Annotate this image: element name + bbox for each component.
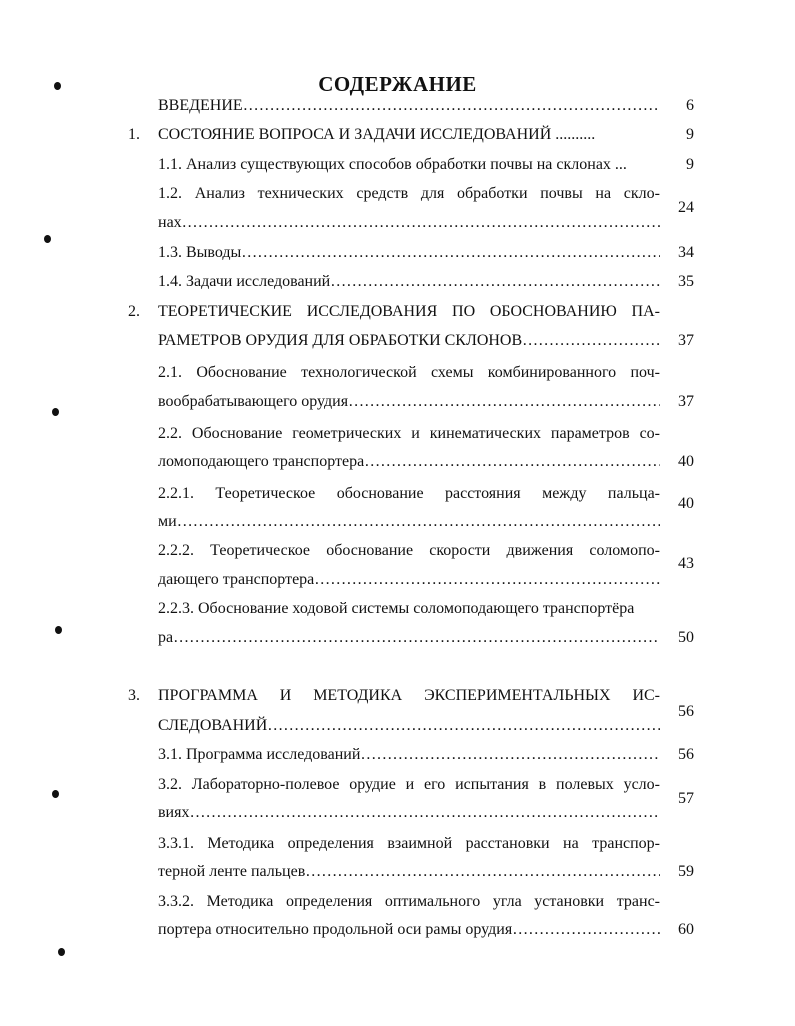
toc-page-number: 59 — [678, 863, 694, 880]
toc-entry-text: 3.3.2. Методика определения оптимального угла установки транс- — [158, 893, 660, 910]
toc-section-number: 2. — [128, 303, 140, 320]
toc-entry-text: 2.2.3. Обоснование ходовой системы соломоподающего транспортёра — [158, 600, 635, 617]
toc-entry-text: терной ленте пальцев ……………………………………………………………………………………………………………………………………………………………… — [158, 862, 660, 882]
toc-entry-text: 2.2. Обоснование геометрических и кинематических параметров со- — [158, 425, 660, 442]
toc-page-number: 24 — [678, 199, 694, 216]
toc-entry-text: дающего транспортера ……………………………………………………………………………………………………………………………………………………………… — [158, 570, 660, 590]
toc-entry-text: СЛЕДОВАНИЙ ……………………………………………………………………………………………………………………………………………………………… — [158, 716, 660, 736]
scan-speck — [52, 408, 59, 416]
toc-entry-text: ВВЕДЕНИЕ ……………………………………………………………………………………………………………………………………………………………… — [158, 96, 660, 116]
toc-page-number: 35 — [678, 273, 694, 290]
toc-page-number: 37 — [678, 393, 694, 410]
toc-entry-text: ра ……………………………………………………………………………………………………………………………………………………………… — [158, 628, 660, 648]
toc-page-number: 56 — [678, 746, 694, 763]
toc-section-number: 1. — [128, 126, 140, 143]
toc-page-number: 43 — [678, 555, 694, 572]
toc-entry-text: ломоподающего транспортера ……………………………………………………………………………………………………………………………………………………………… — [158, 452, 660, 472]
page-title: СОДЕРЖАНИЕ — [318, 72, 477, 96]
toc-page-number: 37 — [678, 332, 694, 349]
toc-entry-text: ТЕОРЕТИЧЕСКИЕ ИССЛЕДОВАНИЯ ПО ОБОСНОВАНИЮ ПА- — [158, 303, 660, 320]
toc-page-number: 60 — [678, 921, 694, 938]
toc-entry-text: 1.2. Анализ технических средств для обработки почвы на скло- — [158, 185, 660, 202]
toc-entry-text: 1.1. Анализ существующих способов обработки почвы на склонах ... — [158, 156, 627, 173]
scan-speck — [52, 790, 59, 798]
toc-section-number: 3. — [128, 687, 140, 704]
toc-entry-text: виях ……………………………………………………………………………………………………………………………………………………………… — [158, 803, 660, 823]
toc-page-number: 34 — [678, 244, 694, 261]
toc-entry-text: РАМЕТРОВ ОРУДИЯ ДЛЯ ОБРАБОТКИ СКЛОНОВ ……………………………………………………………………………………………………………………………………………………………… — [158, 331, 660, 351]
toc-page-number: 40 — [678, 495, 694, 512]
toc-entry-text: 3.1. Программа исследований ……………………………………………………………………………………………………………………………………………………………… — [158, 745, 660, 765]
toc-page-number: 57 — [678, 790, 694, 807]
toc-page-number: 56 — [678, 703, 694, 720]
toc-entry-text: портера относительно продольной оси рамы орудия ……………………………………………………………………………………………………………………………………………………………… — [158, 920, 660, 940]
toc-entry-text: 3.3.1. Методика определения взаимной расстановки на транспор- — [158, 835, 660, 852]
toc-page-number: 9 — [686, 126, 694, 143]
scan-speck — [58, 948, 65, 956]
toc-entry-text: 1.3. Выводы ……………………………………………………………………………………………………………………………………………………………… — [158, 243, 660, 263]
toc-entry-text: 2.2.1. Теоретическое обоснование расстояния между пальца- — [158, 485, 660, 502]
toc-entry-text: нах ……………………………………………………………………………………………………………………………………………………………… — [158, 213, 660, 233]
toc-entry-text: 2.2.2. Теоретическое обоснование скорости движения соломопо- — [158, 542, 660, 559]
toc-entry-text: 1.4. Задачи исследований ……………………………………………………………………………………………………………………………………………………………… — [158, 272, 660, 292]
toc-page-number: 9 — [686, 156, 694, 173]
toc-page-number: 40 — [678, 453, 694, 470]
scan-speck — [54, 82, 61, 90]
toc-entry-text: вообрабатывающего орудия ……………………………………………………………………………………………………………………………………………………………… — [158, 392, 660, 412]
toc-entry-text: 2.1. Обоснование технологической схемы комбинированного поч- — [158, 364, 660, 381]
toc-page-number: 50 — [678, 629, 694, 646]
toc-entry-text: СОСТОЯНИЕ ВОПРОСА И ЗАДАЧИ ИССЛЕДОВАНИЙ .......... — [158, 126, 596, 143]
toc-entry-text: ми ……………………………………………………………………………………………………………………………………………………………… — [158, 512, 660, 532]
scan-speck — [55, 626, 62, 634]
toc-page-number: 6 — [686, 97, 694, 114]
toc-entry-text: ПРОГРАММА И МЕТОДИКА ЭКСПЕРИМЕНТАЛЬНЫХ ИС- — [158, 687, 660, 704]
toc-entry-text: 3.2. Лабораторно-полевое орудие и его испытания в полевых усло- — [158, 776, 660, 793]
scan-speck — [44, 235, 51, 243]
